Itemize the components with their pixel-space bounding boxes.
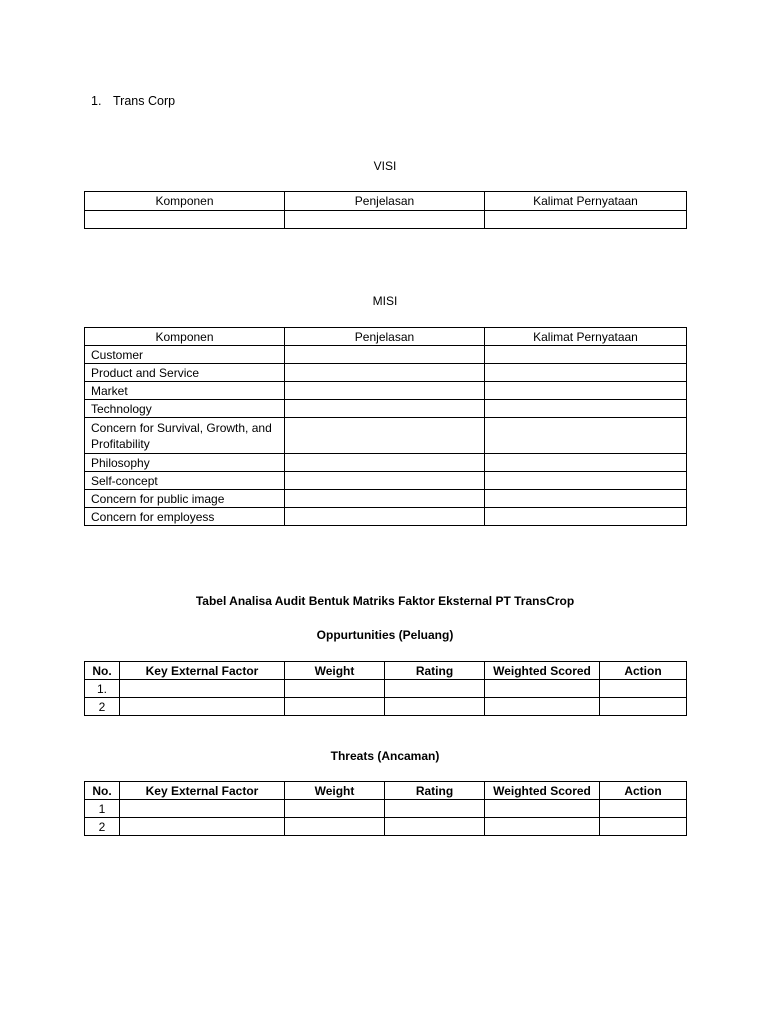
section-title: Trans Corp <box>113 94 176 108</box>
opportunities-title: Oppurtunities (Peluang) <box>316 628 454 642</box>
table-cell <box>285 211 485 229</box>
row-number: 2 <box>85 818 120 836</box>
header-key-external-factor: Key External Factor <box>120 782 285 800</box>
efe-title: Tabel Analisa Audit Bentuk Matriks Faktor Eksternal PT TransCrop <box>195 594 575 608</box>
misi-row-label: Market <box>85 382 285 400</box>
misi-row-label: Philosophy <box>85 454 285 472</box>
visi-table <box>84 191 687 229</box>
header-weight: Weight <box>285 662 385 680</box>
misi-row-label: Concern for Survival, Growth, and Profitability <box>85 418 285 454</box>
table-cell <box>485 211 687 229</box>
table-row <box>85 400 687 418</box>
misi-row-label: Technology <box>85 400 285 418</box>
row-number: 2 <box>85 698 120 716</box>
table-row <box>85 454 687 472</box>
header-action: Action <box>600 782 687 800</box>
header-weighted-scored: Weighted Scored <box>485 782 600 800</box>
table-row <box>85 382 687 400</box>
misi-table <box>84 327 687 526</box>
misi-header-row <box>85 328 687 346</box>
header-weight: Weight <box>285 782 385 800</box>
opportunities-table <box>84 661 687 716</box>
table-row <box>85 472 687 490</box>
threats-table <box>84 781 687 836</box>
section-number: 1. <box>91 94 102 108</box>
visi-header-kalimat: Kalimat Pernyataan <box>485 192 687 211</box>
header-rating: Rating <box>385 662 485 680</box>
opportunities-header-row <box>85 662 687 680</box>
table-row <box>85 418 687 454</box>
visi-title: VISI <box>373 159 397 173</box>
visi-empty-row <box>85 211 687 229</box>
visi-header-row <box>85 192 687 211</box>
table-row <box>85 680 687 698</box>
misi-row-label: Customer <box>85 346 285 364</box>
table-row <box>85 818 687 836</box>
misi-row-label: Concern for public image <box>85 490 285 508</box>
header-no: No. <box>85 782 120 800</box>
misi-header-kalimat: Kalimat Pernyataan <box>485 328 687 346</box>
header-key-external-factor: Key External Factor <box>120 662 285 680</box>
header-weighted-scored: Weighted Scored <box>485 662 600 680</box>
threats-title: Threats (Ancaman) <box>330 749 440 763</box>
table-row <box>85 698 687 716</box>
misi-header-penjelasan: Penjelasan <box>285 328 485 346</box>
row-number: 1. <box>85 680 120 698</box>
row-number: 1 <box>85 800 120 818</box>
visi-header-komponen: Komponen <box>85 192 285 211</box>
header-action: Action <box>600 662 687 680</box>
threats-header-row <box>85 782 687 800</box>
table-row <box>85 346 687 364</box>
misi-title: MISI <box>372 294 398 308</box>
misi-row-label: Self-concept <box>85 472 285 490</box>
table-cell <box>85 211 285 229</box>
visi-header-penjelasan: Penjelasan <box>285 192 485 211</box>
section-heading <box>91 94 175 108</box>
table-row <box>85 490 687 508</box>
table-row <box>85 508 687 526</box>
header-no: No. <box>85 662 120 680</box>
misi-row-label: Product and Service <box>85 364 285 382</box>
table-row <box>85 364 687 382</box>
misi-header-komponen: Komponen <box>85 328 285 346</box>
table-row <box>85 800 687 818</box>
header-rating: Rating <box>385 782 485 800</box>
misi-row-label: Concern for employess <box>85 508 285 526</box>
